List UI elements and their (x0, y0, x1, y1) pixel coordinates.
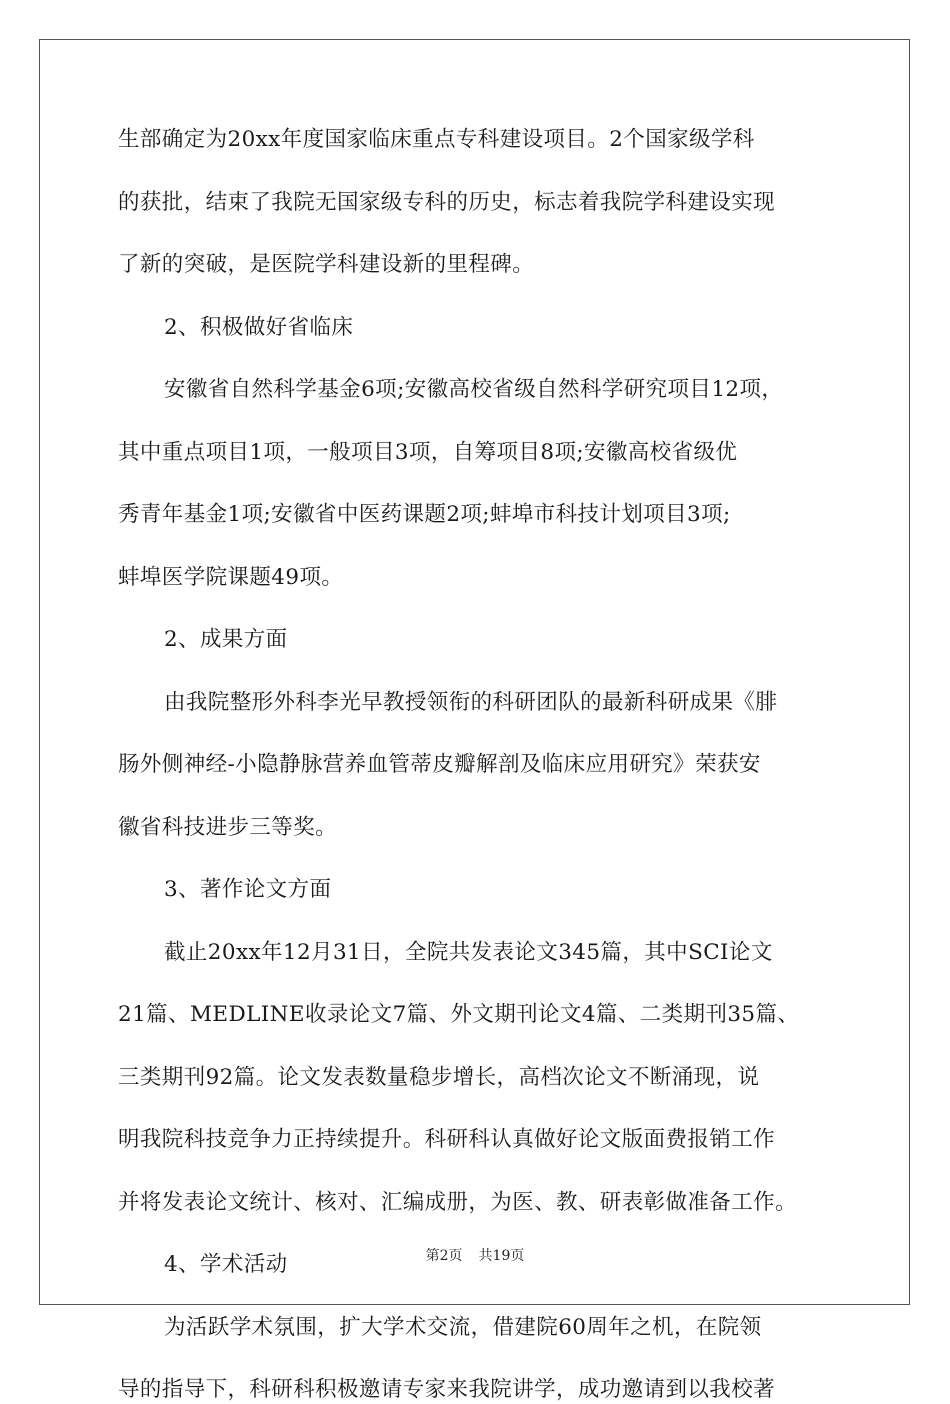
text-line: 的获批，结束了我院无国家级专科的历史，标志着我院学科建设实现 (118, 189, 776, 215)
text-line: 其中重点项目1项，一般项目3项，自筹项目8项;安徽高校省级优 (118, 439, 738, 465)
section-heading: 2、积极做好省临床 (164, 314, 354, 340)
text-line: 三类期刊92篇。论文发表数量稳步增长，高档次论文不断涌现，说 (118, 1064, 760, 1090)
text-line: 安徽省自然科学基金6项;安徽高校省级自然科学研究项目12项， (164, 377, 784, 402)
text-line: 徽省科技进步三等奖。 (118, 814, 338, 840)
text-line: 蚌埠医学院课题49项。 (118, 564, 344, 590)
text-line: 明我院科技竞争力正持续提升。科研科认真做好论文版面费报销工作 (118, 1127, 776, 1152)
text-line: 并将发表论文统计、核对、汇编成册，为医、教、研表彰做准备工作。 (118, 1189, 797, 1215)
section-heading: 4、学术活动 (164, 1252, 288, 1277)
page-number: 第2页 (425, 1248, 463, 1264)
text-line: 由我院整形外科李光早教授领衔的科研团队的最新科研成果《腓 (164, 689, 778, 715)
page-footer (0, 1247, 950, 1265)
text-line: 截止20xx年12月31日，全院共发表论文345篇，其中SCI论文 (164, 939, 773, 965)
page-total: 共19页 (478, 1248, 525, 1264)
text-line: 肠外侧神经-小隐静脉营养血管蒂皮瓣解剖及临床应用研究》荣获安 (118, 752, 761, 777)
section-heading: 3、著作论文方面 (164, 877, 332, 902)
text-line: 导的指导下，科研科积极邀请专家来我院讲学，成功邀请到以我校著 (118, 1377, 776, 1402)
text-line: 为活跃学术氛围，扩大学术交流，借建院60周年之机，在院领 (164, 1314, 762, 1340)
text-line: 秀青年基金1项;安徽省中医药课题2项;蚌埠市科技计划项目3项; (118, 502, 731, 527)
section-heading: 2、成果方面 (164, 627, 288, 652)
document-body (118, 125, 834, 1404)
text-line: 生部确定为20xx年度国家临床重点专科建设项目。2个国家级学科 (118, 127, 755, 152)
text-line: 了新的突破，是医院学科建设新的里程碑。 (118, 252, 535, 277)
text-line: 21篇、MEDLINE收录论文7篇、外文期刊论文4篇、二类期刊35篇、 (118, 1002, 800, 1027)
